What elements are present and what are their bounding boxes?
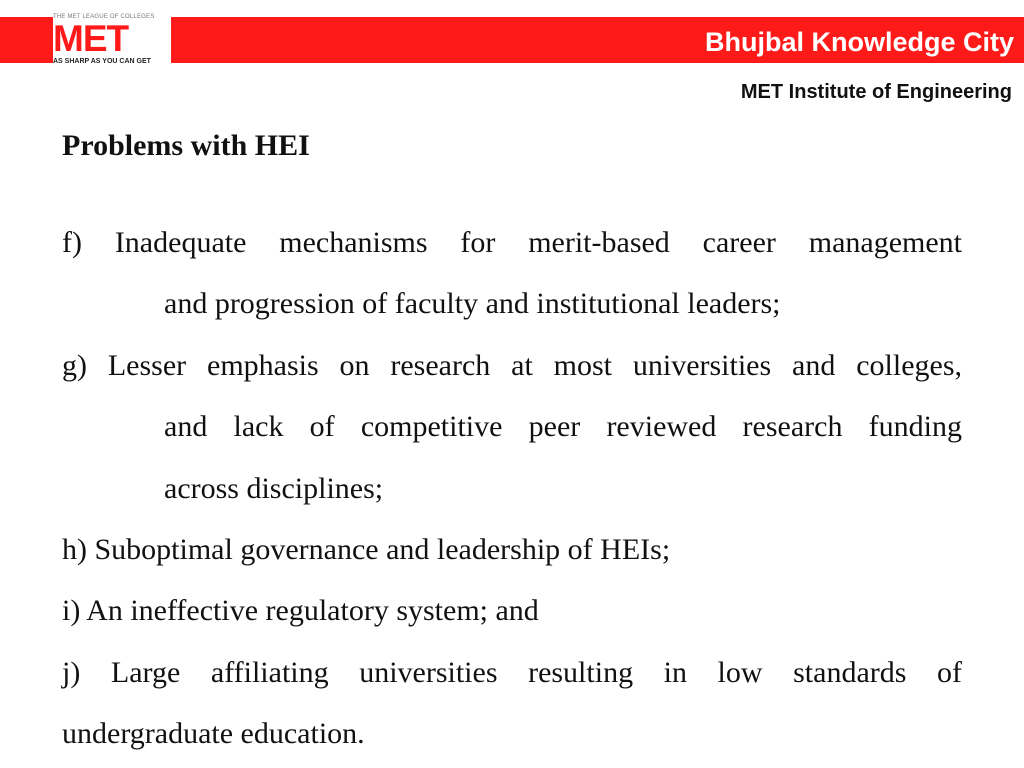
met-logo xyxy=(53,13,171,66)
logo-top-text: THE MET LEAGUE OF COLLEGES xyxy=(53,14,155,20)
logo-tagline: AS SHARP AS YOU CAN GET xyxy=(53,58,151,65)
body-line: undergraduate education. xyxy=(62,717,365,750)
body-line: j) Large affiliating universities resulting in low standards of xyxy=(62,656,962,689)
logo-mark: MET xyxy=(53,18,129,59)
body-line: i) An ineffective regulatory system; and xyxy=(62,594,539,627)
slide-title: Problems with HEI xyxy=(62,129,310,162)
institute-name: MET Institute of Engineering xyxy=(740,81,1012,103)
body-line: g) Lesser emphasis on research at most universities and colleges, xyxy=(62,349,962,382)
body-line: f) Inadequate mechanisms for merit-based career management xyxy=(62,226,962,259)
body-line: and progression of faculty and institutional leaders; xyxy=(164,287,781,320)
brand-title: Bhujbal Knowledge City xyxy=(704,27,1014,57)
body-line: h) Suboptimal governance and leadership of HEIs; xyxy=(62,533,671,566)
body-line: and lack of competitive peer reviewed research funding xyxy=(164,410,962,443)
body-line: across disciplines; xyxy=(164,472,384,505)
